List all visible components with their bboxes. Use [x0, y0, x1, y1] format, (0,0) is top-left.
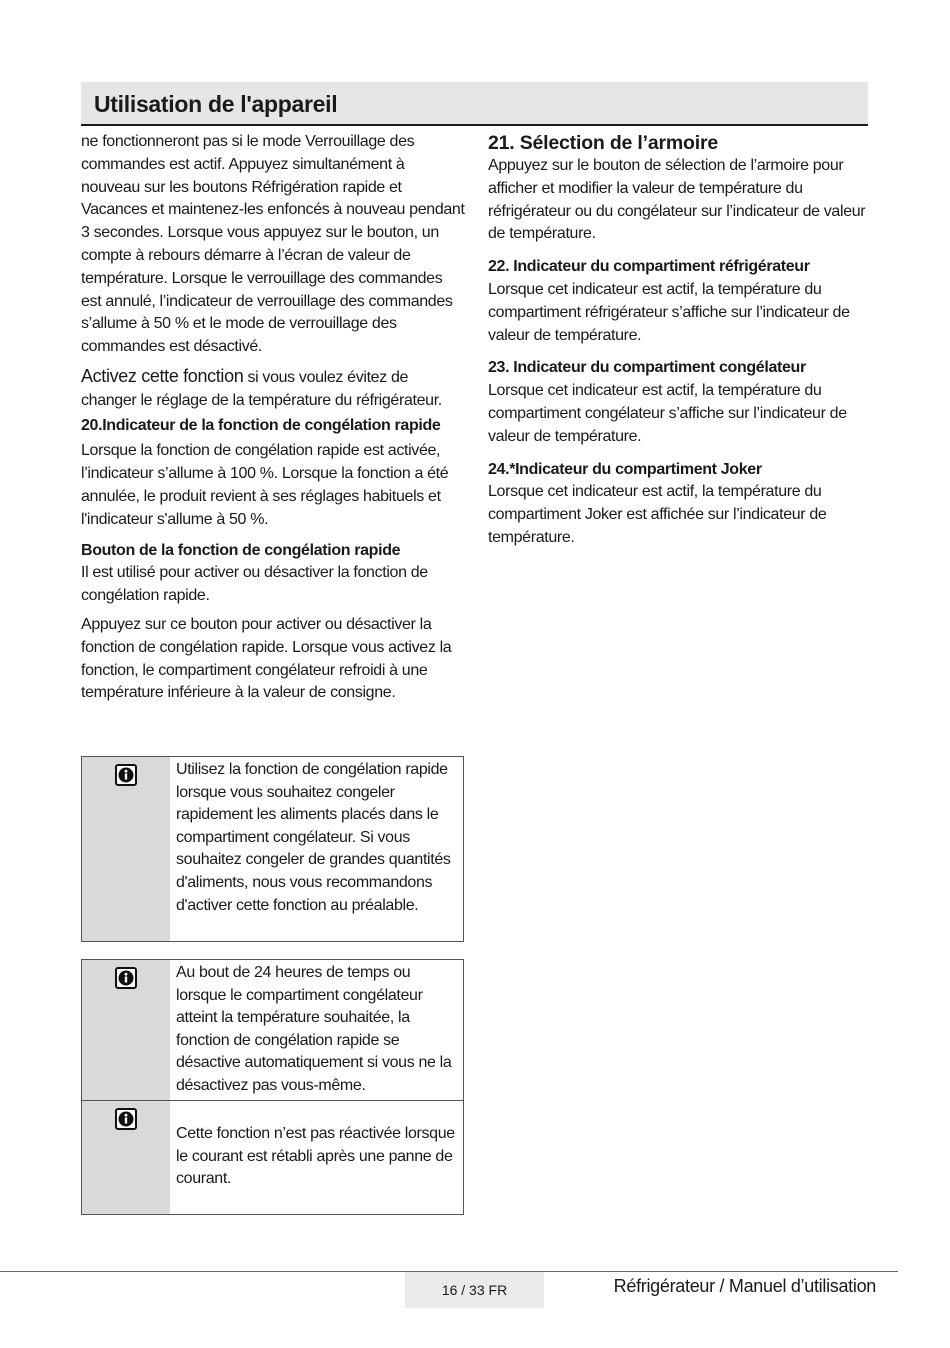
- section-22-body: Lorsque cet indicateur est actif, la température du compartiment réfrigérateur s’affiche sur l’indicateur de valeur de température.: [488, 280, 850, 344]
- note-icon-cell: [82, 1101, 170, 1214]
- section-21: [488, 131, 873, 246]
- section-24-body: Lorsque cet indicateur est actif, la température du compartiment Joker est affichée sur l’indicateur de température.: [488, 483, 827, 546]
- page-title: Utilisation de l'appareil: [94, 91, 338, 117]
- right-column: [488, 131, 873, 560]
- section-24: [488, 459, 873, 550]
- note-box-1: [81, 756, 464, 942]
- section-22-title: 22. Indicateur du compartiment réfrigérateur: [488, 258, 810, 276]
- activate-rest: si vous voulez évitez de changer le réglage de la température du réfrigérateur.: [81, 368, 442, 409]
- note-text-3: Cette fonction n’est pas réactivée lorsque le courant est rétabli après une panne de courant.: [176, 1125, 455, 1188]
- page-number: 16 / 33 FR: [405, 1272, 544, 1308]
- note-row: [82, 757, 463, 941]
- intro-paragraph: ne fonctionneront pas si le mode Verrouillage des commandes est actif. Appuyez simultanément à nouveau sur les boutons Réfrigération rapide et Vacances et maintenez-les enfoncés à nouveau pendant 3 secondes. Lorsque vous appuyez sur le bouton, un compte à rebours démarre à l’écran de valeur de température. Lorsque le verrouillage des commandes est annulé, l’indicateur de verrouillage des commandes s’allume à 50 % et le mode de verrouillage des commandes est désactivé.: [81, 133, 465, 356]
- note-box-2: [81, 959, 464, 1215]
- section-20-body: Lorsque la fonction de congélation rapide est activée, l’indicateur s’allume à 100 %. Lorsque la fonction a été annulée, le produit revient à ses réglages habituels et l'indicateur s'allume à 50 %.: [81, 442, 449, 528]
- note-text-2: Au bout de 24 heures de temps ou lorsque le compartiment congélateur atteint la température souhaitée, la fonction de congélation rapide se désactive automatiquement si vous ne la désactivez pas vous-même.: [176, 964, 452, 1094]
- activate-lead: Activez cette fonction: [81, 365, 244, 386]
- quick-freeze-button-body-1: Il est utilisé pour activer ou désactiver la fonction de congélation rapide.: [81, 564, 428, 605]
- left-column: [81, 131, 466, 711]
- footer-title: Réfrigérateur / Manuel d’utilisation: [613, 1276, 876, 1296]
- section-21-title: 21. Sélection de l’armoire: [488, 132, 718, 154]
- section-23-body: Lorsque cet indicateur est actif, la température du compartiment congélateur s’affiche sur l’indicateur de valeur de température.: [488, 382, 847, 445]
- section-23: [488, 357, 873, 448]
- note-row: [82, 1100, 463, 1214]
- page-header: [81, 82, 868, 126]
- activate-paragraph: [81, 365, 466, 413]
- note-text-1: Utilisez la fonction de congélation rapide lorsque vous souhaitez congeler rapidement les aliments placés dans le compartiment congélateur. Si vous souhaitez congeler de grandes quantités d'aliments, nous vous recommandons d'activer cette fonction au préalable.: [176, 761, 451, 914]
- note-icon-cell: [82, 960, 170, 1100]
- section-23-title: 23. Indicateur du compartiment congélateur: [488, 359, 806, 377]
- note-icon-cell: [82, 757, 170, 941]
- info-icon: [115, 1108, 137, 1130]
- section-24-title: 24.*Indicateur du compartiment Joker: [488, 460, 762, 478]
- quick-freeze-button-title: Bouton de la fonction de congélation rapide: [81, 541, 401, 559]
- section-20-title: 20.Indicateur de la fonction de congélation rapide: [81, 416, 441, 434]
- quick-freeze-button-body-2: Appuyez sur ce bouton pour activer ou désactiver la fonction de congélation rapide. Lorsque vous activez la fonction, le compartiment congélateur refroidi à une température inférieure à la valeur de consigne.: [81, 615, 452, 702]
- info-icon: [115, 967, 137, 989]
- note-row: [82, 960, 463, 1100]
- section-22: [488, 256, 873, 347]
- info-icon: [115, 764, 137, 786]
- section-21-body: Appuyez sur le bouton de sélection de l’armoire pour afficher et modifier la valeur de température du réfrigérateur ou du congélateur sur l’indicateur de valeur de température.: [488, 157, 866, 243]
